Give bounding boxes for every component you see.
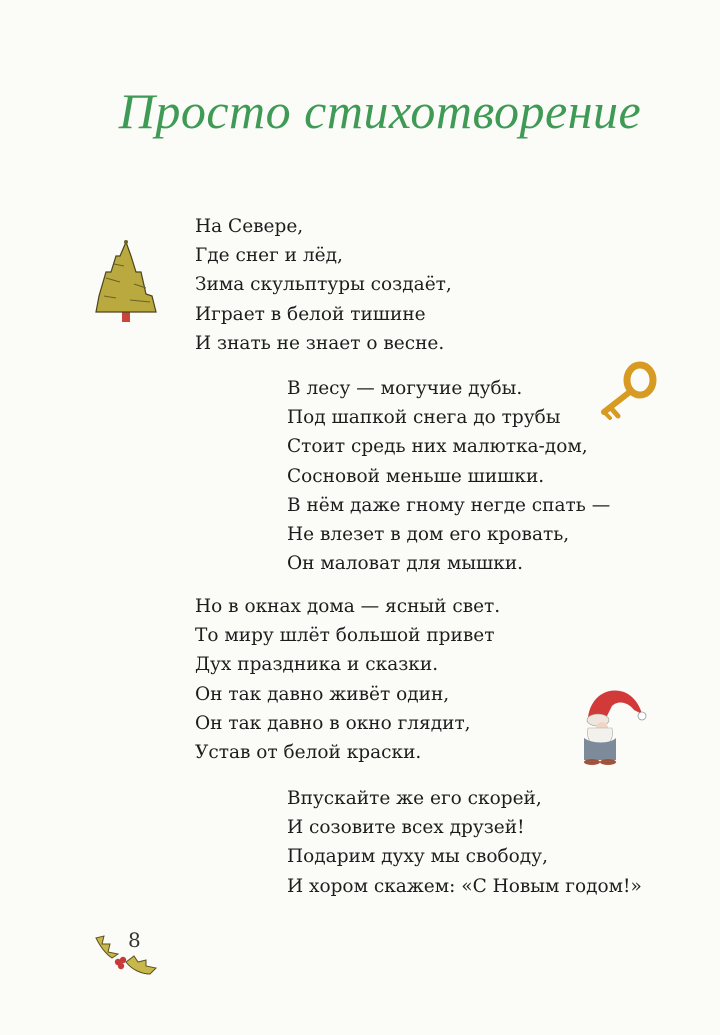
stanza-line: То миру шлёт большой привет [195,625,495,647]
stanza-line: Не влезет в дом его кровать, [287,524,570,546]
page-number: 8 [128,928,141,952]
stanza-line: И хором скажем: «С Новым годом!» [287,875,642,897]
stanza-line: Зима скульптуры создаёт, [195,274,452,296]
stanza-2 [287,374,610,578]
stanza-line: И созовите всех друзей! [287,817,525,839]
stanza-line: Впускайте же его скорей, [287,788,542,809]
stanza-line: Играет в белой тишине [195,303,426,325]
stanza-1 [195,212,452,358]
stanza-line: Стоит средь них малютка-дом, [287,436,588,458]
stanza-line: Где снег и лёд, [195,245,343,267]
stanza-line: Но в окнах дома — ясный свет. [195,596,501,617]
stanza-4 [287,784,642,901]
holly-icon [92,932,162,980]
stanza-line: На Севере, [195,216,304,237]
stanza-line: Сосновой меньше шишки. [287,465,545,487]
stanza-line: Он так давно в окно глядит, [195,712,471,734]
stanza-3 [195,592,500,767]
stanza-line: Дух праздника и сказки. [195,654,439,676]
stanza-line: Устав от белой краски. [195,742,422,764]
gnome-icon [576,680,650,766]
stanza-line: Он маловат для мышки. [287,553,524,575]
stanza-line: В лесу — могучие дубы. [287,378,523,399]
stanza-line: Под шапкой снега до трубы [287,407,561,429]
stanza-line: И знать не знает о весне. [195,332,445,354]
stanza-line: В нём даже гному негде спать — [287,494,611,516]
page-title: Просто стихотворение [118,83,642,139]
stanza-line: Подарим духу мы свободу, [287,846,548,868]
stanza-line: Он так давно живёт один, [195,683,450,705]
christmas-tree-icon [94,238,158,328]
